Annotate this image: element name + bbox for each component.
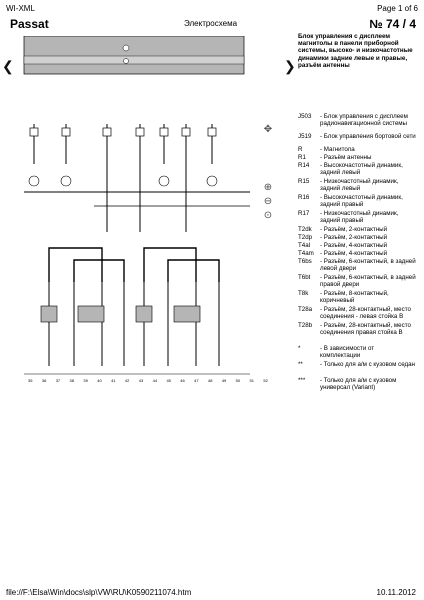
wiring-diagram bbox=[14, 36, 284, 391]
bottom-number: 50 bbox=[235, 378, 241, 383]
bottom-number-row bbox=[28, 378, 268, 383]
legend-item: T6bt - Разъём, 6-контактный, в задней правой двери bbox=[298, 274, 416, 288]
legend-item: T2dk - Разъём, 2-контактный bbox=[298, 226, 388, 233]
doc-type: Электросхема bbox=[184, 19, 238, 28]
bottom-number: 40 bbox=[97, 378, 102, 383]
bottom-number: 43 bbox=[138, 378, 144, 383]
legend-item: R15 - Низкочастотный динамик, задний левый bbox=[298, 178, 399, 192]
zoom-fit-icon[interactable]: ⊙ bbox=[263, 210, 273, 221]
legend-item: ** - Только для а/м с кузовом седан bbox=[298, 361, 415, 368]
bottom-number: 41 bbox=[111, 378, 116, 383]
bottom-number: 37 bbox=[55, 378, 61, 383]
legend-item: R - Магнитола bbox=[298, 146, 355, 153]
legend-item: T4al - Разъём, 4-контактный bbox=[298, 242, 388, 249]
footer-date: 10.11.2012 bbox=[376, 588, 416, 597]
doc-number: № 74 / 4 bbox=[369, 17, 416, 31]
bottom-number: 48 bbox=[207, 378, 213, 383]
legend-item: R17 - Низкочастотный динамик, задний правый bbox=[298, 210, 399, 224]
bottom-number: 42 bbox=[124, 378, 130, 383]
bottom-number: 36 bbox=[41, 378, 47, 383]
legend-item: * - В зависимости от комплектации bbox=[298, 345, 375, 359]
arrow-right-icon[interactable]: ❯ bbox=[284, 58, 296, 74]
legend-item: T28a - Разъём, 28-контактный, место соединения - левая стойка B bbox=[298, 306, 411, 320]
legend-item: T8k - Разъём, 8-контактный, коричневый bbox=[298, 290, 389, 304]
bottom-number: 47 bbox=[194, 378, 199, 383]
legend-item: T6bs - Разъём, 6-контактный, в задней левой двери bbox=[298, 258, 416, 272]
bottom-number: 45 bbox=[166, 378, 171, 383]
legend-item: J503 - Блок управления с дисплеем радионавигационной системы bbox=[298, 113, 408, 127]
arrow-left-icon[interactable]: ❮ bbox=[2, 58, 14, 74]
legend-item: T2dp - Разъём, 2-контактный bbox=[298, 234, 388, 241]
legend-item: J519 - Блок управления бортовой сети bbox=[298, 133, 416, 140]
legend-item: T28b - Разъём, 28-контактный, место соединения правая стойка B bbox=[298, 322, 411, 336]
legend-item: R1 - Разъём антенны bbox=[298, 154, 372, 161]
zoom-in-icon[interactable]: ⊕ bbox=[263, 182, 273, 193]
legend-item: R16 - Высокочастотный динамик, задний правый bbox=[298, 194, 403, 208]
page-indicator: Page 1 of 6 bbox=[377, 4, 418, 13]
zoom-out-icon[interactable]: ⊖ bbox=[263, 196, 273, 207]
legend-item: T4am - Разъём, 4-контактный bbox=[298, 250, 388, 257]
app-name: WI-XML bbox=[6, 4, 35, 13]
bottom-number: 51 bbox=[249, 378, 254, 383]
legend-item: R14 - Высокочастотный динамик, задний левый bbox=[298, 162, 403, 176]
bottom-number: 44 bbox=[152, 378, 158, 383]
pan-icon[interactable]: ✥ bbox=[263, 124, 273, 135]
bottom-number: 49 bbox=[221, 378, 227, 383]
footer-path: file://F:\Elsa\Win\docs\slp\VW\RU\K0590211074.htm bbox=[6, 588, 192, 597]
bottom-number: 46 bbox=[180, 378, 185, 383]
bottom-number: 52 bbox=[263, 378, 268, 383]
brand-title: Passat bbox=[10, 17, 49, 31]
legend-item: *** - Только для а/м с кузовом универсал (Variant) bbox=[298, 377, 397, 391]
bottom-number: 39 bbox=[83, 378, 88, 383]
bottom-number: 35 bbox=[28, 378, 33, 383]
bottom-number: 38 bbox=[69, 378, 74, 383]
diagram-title: Блок управления с дисплеем магнитолы в панели приборной системы, высоко- и низкочастотные динамики задние левые и правые, разъём антенны bbox=[298, 33, 413, 69]
